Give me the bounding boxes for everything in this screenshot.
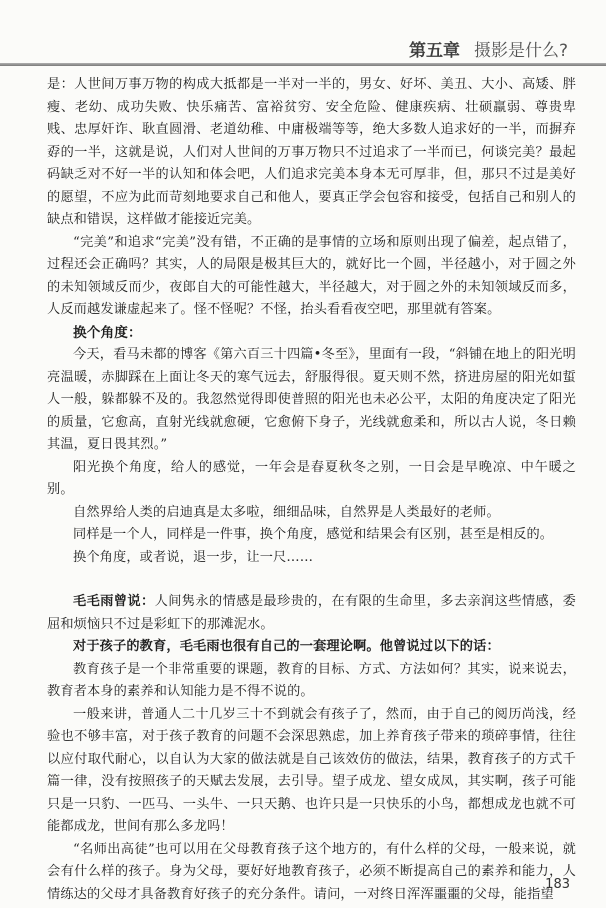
paragraph-same-person: 同样是一个人，同样是一件事，换个角度，感觉和结果会有区别，甚至是相反的。 <box>73 527 554 542</box>
saying-text: 人间隽永的情感是最珍贵的，在有限的生命里，多去亲润这些情感，委屈和烦恼只不过是彩虹下的那滩泥水。 <box>47 594 576 632</box>
speaker-label: 毛毛雨曾说： <box>73 594 155 609</box>
chapter-title: 摄影是什么? <box>473 41 568 61</box>
paragraph-perfection: “完美”和追求“完美”没有错，不正确的是事情的立场和原则出现了偏差，起点错了，过程还会正确吗？其实，人的局限是极其巨大的，就好比一个圆，半径越小，对于圆之外的未知领域反而少，夜郎自大的可能性越大，半径越大，对于圆之外的未知领域反而多，人反而越发谦虚起来了。怪不怪呢？不怪，抬头看看夜空吧，那里就有答案。 <box>47 234 576 317</box>
paragraph-education-topic: 教育孩子是一个非常重要的课题，教育的目标、方式、方法如何？其实，说来说去，教育者本身的素养和认知能力是不得不说的。 <box>47 661 576 699</box>
chapter-number: 第五章 <box>408 41 460 61</box>
subheading-education: 对于孩子的教育，毛毛雨也很有自己的一套理论啊。他曾说过以下的话： <box>73 639 500 654</box>
paragraph-step-back: 换个角度，或者说，退一步，让一尺…… <box>73 549 314 565</box>
paragraph-completeness: 是：人世间万事万物的构成大抵都是一半对一半的，男女、好坏、美丑、大小、高矮、胖瘦、老幼、成功失败、快乐痛苦、富裕贫穷、安全危险、健康疾病、壮硕羸弱、尊贵卑贱、忠厚奸诈、耿直圆滑、老道幼稚、中庸极端等等，绝大多数人追求好的一半，而摒弃孬的一半，这就是说，人们对人世间的万事万物只不过追求了一半而已，何谈完美？最起码缺乏对不好一半的认知和体会吧，人们追求完美本身本无可厚非，但，那只不过是美好的愿望，不应为此而苛刻地要求自己和他人，要真正学会包容和接受，包括自己和别人的缺点和错误，这样做才能接近完美。 <box>47 77 576 227</box>
chapter-heading <box>409 36 568 61</box>
paragraph-maomaoyu-saying <box>47 591 576 636</box>
paragraph-nature: 自然界给人类的启迪真是太多啦，细细品味，自然界是人类最好的老师。 <box>73 504 500 520</box>
body-text <box>47 74 576 906</box>
paragraph-famous-teacher: “名师出高徒”也可以用在父母教育孩子这个地方的，有什么样的父母，一般来说，就会有什么样的孩子。身为父母，要好好地教育孩子，必须不断提高自己的素养和能力，人情练达的父母才具备教育好孩子的充分条件。请问，一对终日浑浑噩噩的父母，能指望 <box>47 841 576 902</box>
section-heading-angle: 换个角度： <box>73 324 142 341</box>
page-number: 183 <box>545 877 570 892</box>
paragraph-sunlight: 阳光换个角度，给人的感觉，一年会是春夏秋冬之别，一日会是早晚凉、中午暖之别。 <box>47 459 576 497</box>
paragraph-quote: 今天，看马未都的博客《第六百三十四篇•冬至》，里面有一段，“斜铺在地上的阳光明亮温暖，赤脚踩在上面让冬天的寒气远去，舒服得很。夏天则不然，挤进房屋的阳光如蜇人一般，躲都躲不及的。我忽然觉得即使普照的阳光也未必公平，太阳的角度决定了阳光的质量，它愈高，直射光线就愈硬，它愈俯下身子，光线就愈柔和，所以古人说，冬日赖其温，夏日畏其烈。” <box>47 347 576 452</box>
paragraph-parents: 一般来讲，普通人二十几岁三十不到就会有孩子了，然而，由于自己的阅历尚浅，经验也不够丰富，对于孩子教育的问题不会深思熟虑，加上养育孩子带来的琐碎事情，往往以应付取代耐心，以自认为大家的做法就是自己该效仿的做法，结果，教育孩子的方式千篇一律，没有按照孩子的天赋去发展，去引导。望子成龙、望女成凤，其实啊，孩子可能只是一只豹、一匹马、一头牛、一只天鹅、也许只是一只快乐的小鸟，都想成龙也就不可能都成龙，世间有那么多龙吗！ <box>47 706 576 834</box>
page-header <box>0 0 606 70</box>
header-rule <box>0 63 606 66</box>
